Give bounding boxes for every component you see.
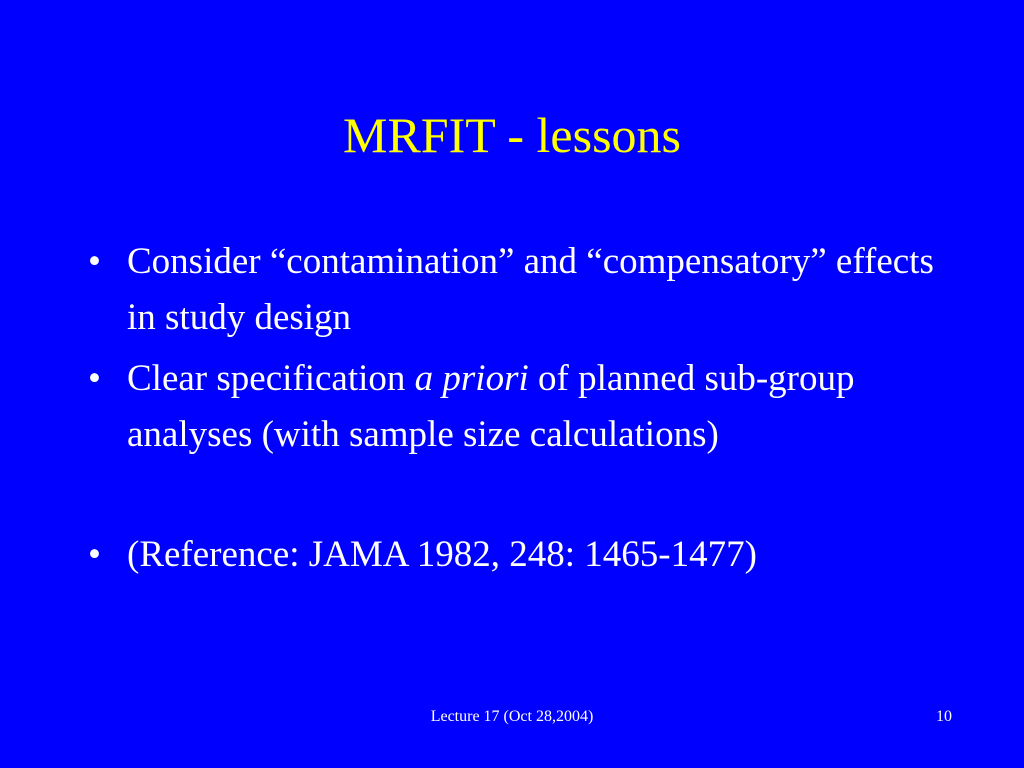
bullet-item	[88, 351, 968, 463]
bullet-marker: •	[88, 534, 101, 575]
bullet-text-italic: a priori	[414, 358, 529, 399]
bullet-marker: •	[88, 241, 101, 282]
bullet-marker: •	[88, 358, 101, 399]
bullet-text: (Reference: JAMA 1982, 248: 1465-1477)	[127, 534, 757, 575]
footer-lecture-label: Lecture 17 (Oct 28,2004)	[430, 708, 594, 725]
bullet-text: Consider “contamination” and “compensatory” effects in study design	[127, 241, 934, 338]
slide-title: MRFIT - lessons	[342, 107, 681, 163]
page-number: 10	[936, 708, 952, 725]
bullet-text-before: Clear specification	[127, 358, 415, 399]
bullet-text-after: of planned sub-group analyses (with sample size calculations)	[127, 358, 855, 455]
bullet-item	[88, 527, 968, 583]
bullet-list	[88, 234, 968, 583]
bullet-item	[88, 234, 968, 346]
